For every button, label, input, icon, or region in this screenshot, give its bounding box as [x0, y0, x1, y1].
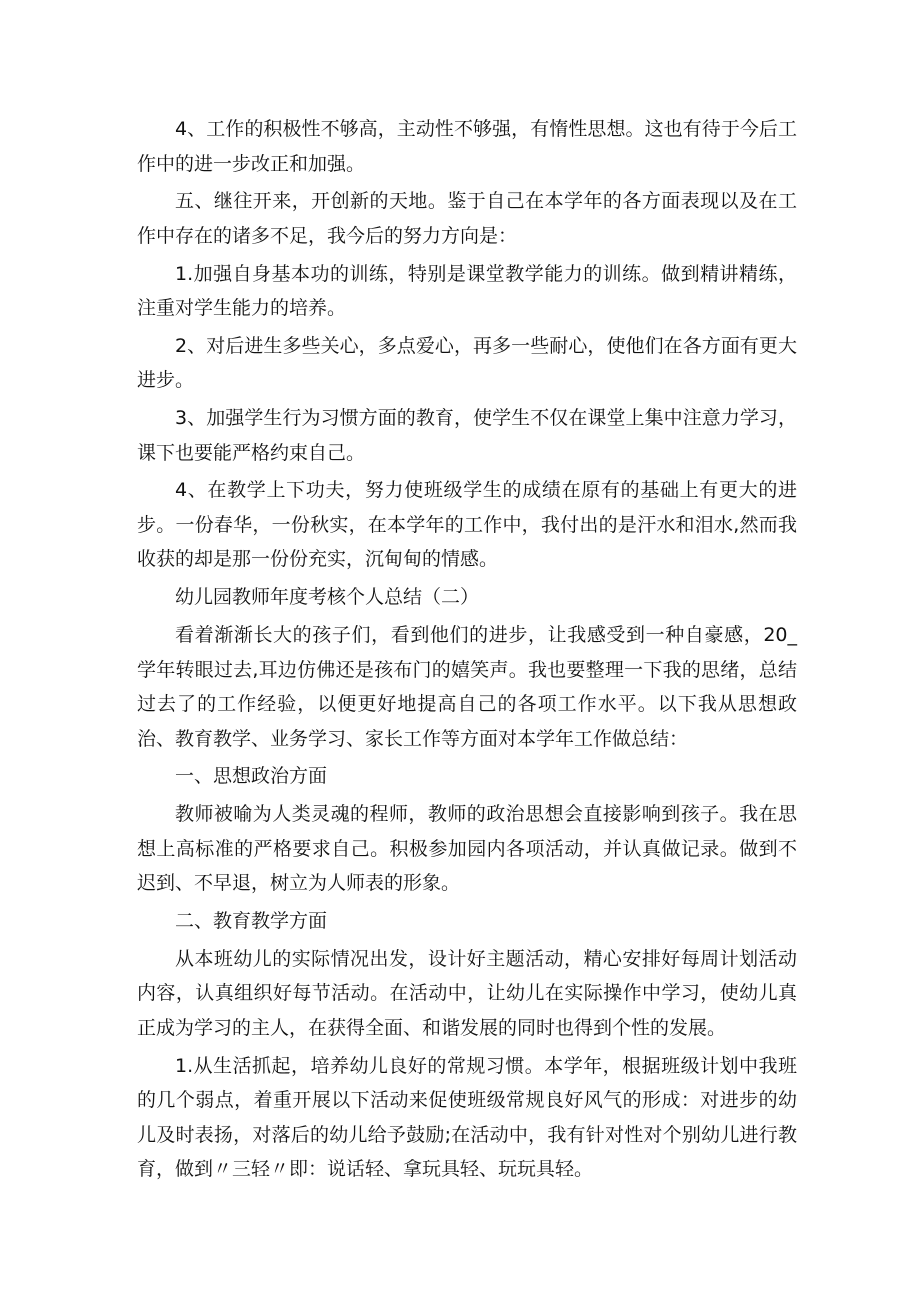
document-body [137, 112, 797, 1190]
paragraph-political-thought: 教师被喻为人类灵魂的程师，教师的政治思想会直接影响到孩子。我在思想上高标准的严格要求自己。积极参加园内各项活动，并认真做记录。做到不迟到、不早退，树立为人师表的形象。 [137, 803, 797, 895]
section-title-summary-2: 幼儿园教师年度考核个人总结（二） [175, 586, 480, 609]
paragraph-summary-intro: 看着渐渐长大的孩子们，看到他们的进步，让我感受到一种自豪感，20_学年转眼过去,耳边仿佛还是孩布门的嬉笑声。我也要整理一下我的思绪，总结过去了的工作经验，以便更好地提高自己的各项工作水平。以下我从思想政治、教育教学、业务学习、家长工作等方面对本学年工作做总结： [137, 624, 797, 750]
paragraph-item-4-attitude: 4、工作的积极性不够高，主动性不够强，有惰性思想。这也有待于今后工作中的进一步改正和加强。 [137, 118, 797, 175]
paragraph-daily-habits: 1.从生活抓起，培养幼儿良好的常规习惯。本学年，根据班级计划中我班的几个弱点，着重开展以下活动来促使班级常规良好风气的形成：对进步的幼儿及时表扬，对落后的幼儿给予鼓励;在活动中，我有针对性对个别幼儿进行教育，做到〃三轻〃即：说话轻、拿玩具轻、玩玩具轻。 [137, 1054, 797, 1181]
paragraph-section-5-intro: 五、继往开来，开创新的天地。鉴于自己在本学年的各方面表现以及在工作中存在的诸多不足，我今后的努力方向是： [137, 190, 797, 247]
paragraph-plan-3: 3、加强学生行为习惯方面的教育，使学生不仅在课堂上集中注意力学习，课下也要能严格约束自己。 [137, 407, 797, 464]
paragraph-plan-1: 1.加强自身基本功的训练，特别是课堂教学能力的训练。做到精讲精练，注重对学生能力的培养。 [137, 262, 797, 320]
paragraph-plan-2: 2、对后进生多些关心，多点爱心，再多一些耐心，使他们在各方面有更大进步。 [137, 334, 797, 392]
heading-education-teaching: 二、教育教学方面 [175, 909, 328, 932]
paragraph-plan-4: 4、在教学上下功夫，努力使班级学生的成绩在原有的基础上有更大的进步。一份春华，一份秋实，在本学年的工作中，我付出的是汗水和泪水,然而我收获的却是那一份份充实，沉甸甸的情感。 [137, 479, 797, 571]
heading-political-thought: 一、思想政治方面 [175, 765, 328, 788]
paragraph-education-teaching: 从本班幼儿的实际情况出发，设计好主题活动，精心安排好每周计划活动内容，认真组织好每节活动。在活动中，让幼儿在实际操作中学习，使幼儿真正成为学习的主人，在获得全面、和谐发展的同时也得到个性的发展。 [137, 947, 797, 1039]
